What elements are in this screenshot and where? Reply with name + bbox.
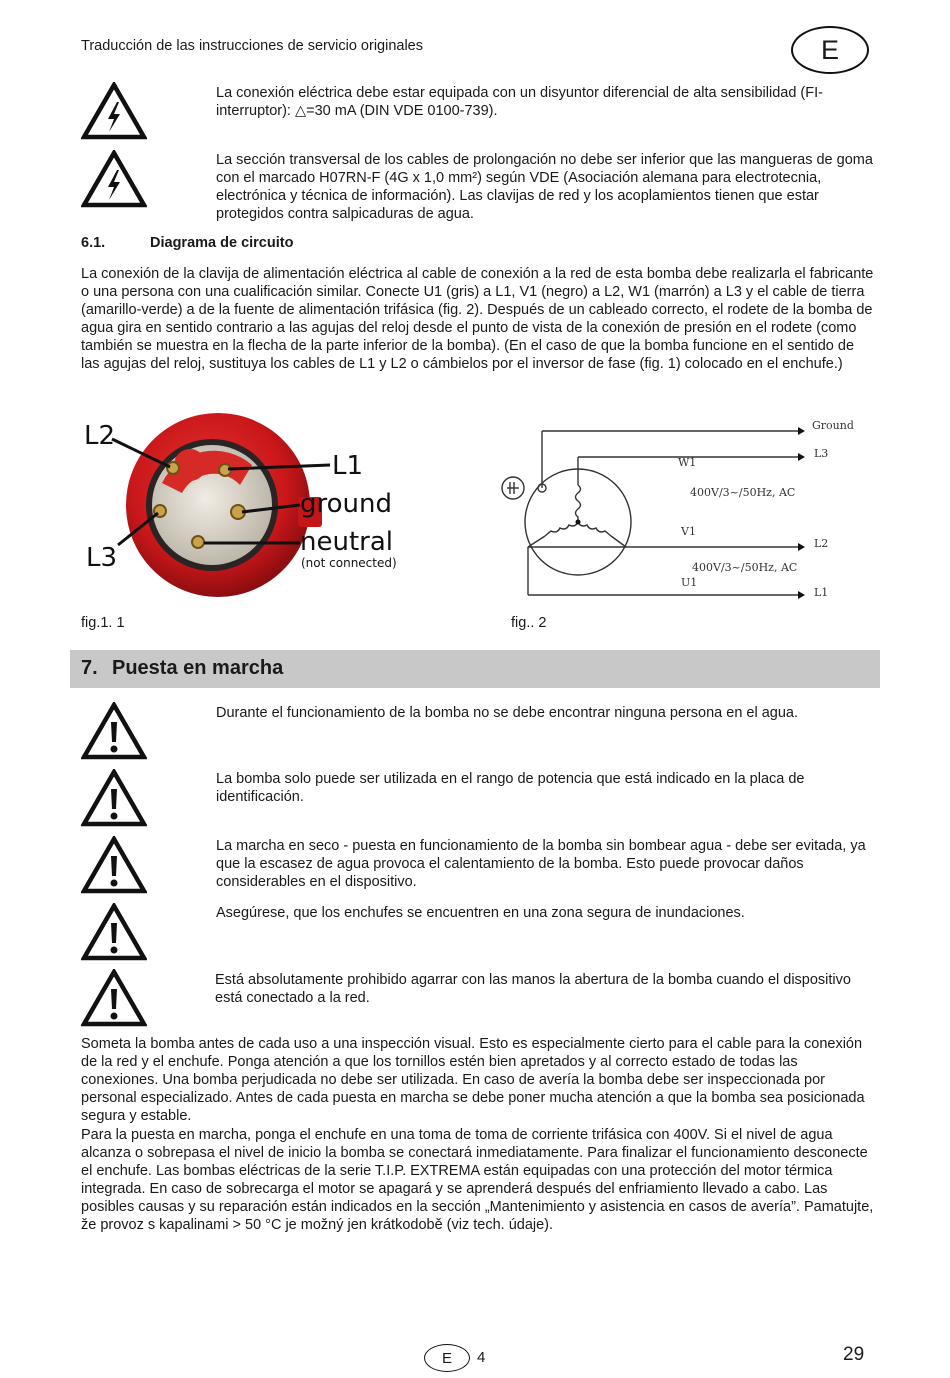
page-number: 29 <box>843 1344 865 1365</box>
warning-text-flood-safe: Asegúrese, que los enchufes se encuentren en una zona segura de inundaciones. <box>216 905 745 921</box>
footer-language-badge: E <box>424 1344 470 1372</box>
warning-exclamation-icon <box>81 702 147 760</box>
section-title: Puesta en marcha <box>112 657 284 679</box>
warning-exclamation-icon <box>81 969 147 1027</box>
label-not-connected: (not connected) <box>301 556 397 570</box>
label-neutral: neutral <box>300 527 393 557</box>
warning-text-power-range: La bomba solo puede ser utilizada en el rango de potencia que está indicado en la placa de identificación. <box>216 771 805 805</box>
label-circuit-l2: L2 <box>814 537 829 550</box>
warning-text-no-hands: Está absolutamente prohibido agarrar con las manos la abertura de la bomba cuando el dispositivo está conectado a la red. <box>215 972 851 1006</box>
figure-2-caption: fig.. 2 <box>511 615 547 631</box>
label-circuit-v1: V1 <box>681 525 696 538</box>
circuit-paragraph: La conexión de la clavija de alimentación eléctrica al cable de conexión a la red de esta bomba debe realizarla el fabricante o una persona con una cualificación similar. Conecte U1 (gris) a L1, V1 (negro) a L2, W1 (marrón) a L3 y el cable de tierra (amarillo-verde) a de la fuente de alimentación trifásica (fig. 2). Después de un cableado correcto, el rodete de la bomba de agua gira en sentido contrario a las agujas del reloj desde el punto de vista de la conexión de presión en el rodete (como también se muestra en la flecha de la parte inferior de la bomba). (En el caso de que la bomba funcione en el sentido de las agujas del reloj, sustituya los cables de L1 y L2 o cámbielos por el inversor de fase (fig. 1) colocado en el enchufe.) <box>81 266 874 372</box>
warning-text-no-persons: Durante el funcionamiento de la bomba no se debe encontrar ninguna persona en el agua. <box>216 705 799 721</box>
label-circuit-w1: W1 <box>678 456 697 469</box>
figure-1-plug <box>80 405 410 605</box>
warning-text-dry-run: La marcha en seco - puesta en funcionamiento de la bomba sin bombear agua - debe ser evitada, ya que la escasez de agua provoca el calentamiento de la bomba. Esto puede provocar daños considerables en el dispositivo. <box>216 838 866 890</box>
subsection-title: Diagrama de circuito <box>150 235 294 251</box>
label-circuit-l3: L3 <box>814 447 829 460</box>
warning-exclamation-icon <box>81 903 147 961</box>
label-voltage-bottom: 400V/3~/50Hz, AC <box>692 561 798 574</box>
label-circuit-ground: Ground <box>812 419 854 432</box>
label-circuit-u1: U1 <box>681 576 698 589</box>
label-l2: L2 <box>84 421 116 451</box>
label-ground: ground <box>300 489 392 519</box>
label-voltage-top: 400V/3~/50Hz, AC <box>690 486 796 499</box>
startup-paragraph: Para la puesta en marcha, ponga el enchufe en una toma de toma de corriente trifásica con 400V. Si el nivel de agua alcanza o sobrepasa el nivel de inicio la bomba se conectará inmediatamente. Para finalizar el funcionamiento desconecte el enchufe. Las bombas eléctricas de la serie T.I.P. EXTREMA están equipadas con una protección del motor térmica integrada. En caso de sobrecarga el motor se apagará y se aprenderá después del enfriamiento llevado a cabo. Las posibles causas y su reparación están indicados en la sección „Mantenimiento y asistencia en casos de avería”. Pamatujte, že provoz s kapalinami > 50 °C je možný jen krátkodobě (viz tech. údaje). <box>81 1127 874 1233</box>
header-title: Traducción de las instrucciones de servicio originales <box>81 38 423 54</box>
language-badge: E <box>791 26 869 74</box>
figure-2-circuit <box>498 412 878 607</box>
footer-chapter-page: 4 <box>477 1349 486 1366</box>
subsection-number: 6.1. <box>81 235 106 251</box>
electrical-hazard-icon <box>81 150 147 208</box>
section-number: 7. <box>81 657 98 679</box>
warning-exclamation-icon <box>81 836 147 894</box>
warning-text-cable-section: La sección transversal de los cables de prolongación no debe ser inferior que las mangueras de goma con el marcado H07RN-F (4G x 1,0 mm²) según VDE (Asociación alemana para electrotecnia, electrónica y técnica de información). Las clavijas de red y los acoplamientos tienen que estar protegidos contra salpicaduras de agua. <box>216 152 873 222</box>
electrical-hazard-icon <box>81 82 147 140</box>
warning-exclamation-icon <box>81 769 147 827</box>
figure-1-caption: fig.1. 1 <box>81 615 125 631</box>
label-l3: L3 <box>86 543 118 573</box>
label-l1: L1 <box>332 451 364 481</box>
inspection-paragraph: Someta la bomba antes de cada uso a una inspección visual. Esto es especialmente cierto para el cable para la conexión de la red y el enchufe. Ponga atención a que los tornillos estén bien apretados y al correcto estado de todas las conexiones. Una bomba perjudicada no debe ser utilizada. En caso de avería la bomba debe ser inspeccionada por personal especializado. Antes de cada puesta en marcha se debe poner mucha atención a que la bomba sea posicionada segura y estable. <box>81 1036 865 1124</box>
warning-text-fi-switch: La conexión eléctrica debe estar equipada con un disyuntor diferencial de alta sensibilidad (FI-interruptor): △=30 mA (DIN VDE 0100-739). <box>216 85 823 119</box>
label-circuit-l1: L1 <box>814 586 829 599</box>
